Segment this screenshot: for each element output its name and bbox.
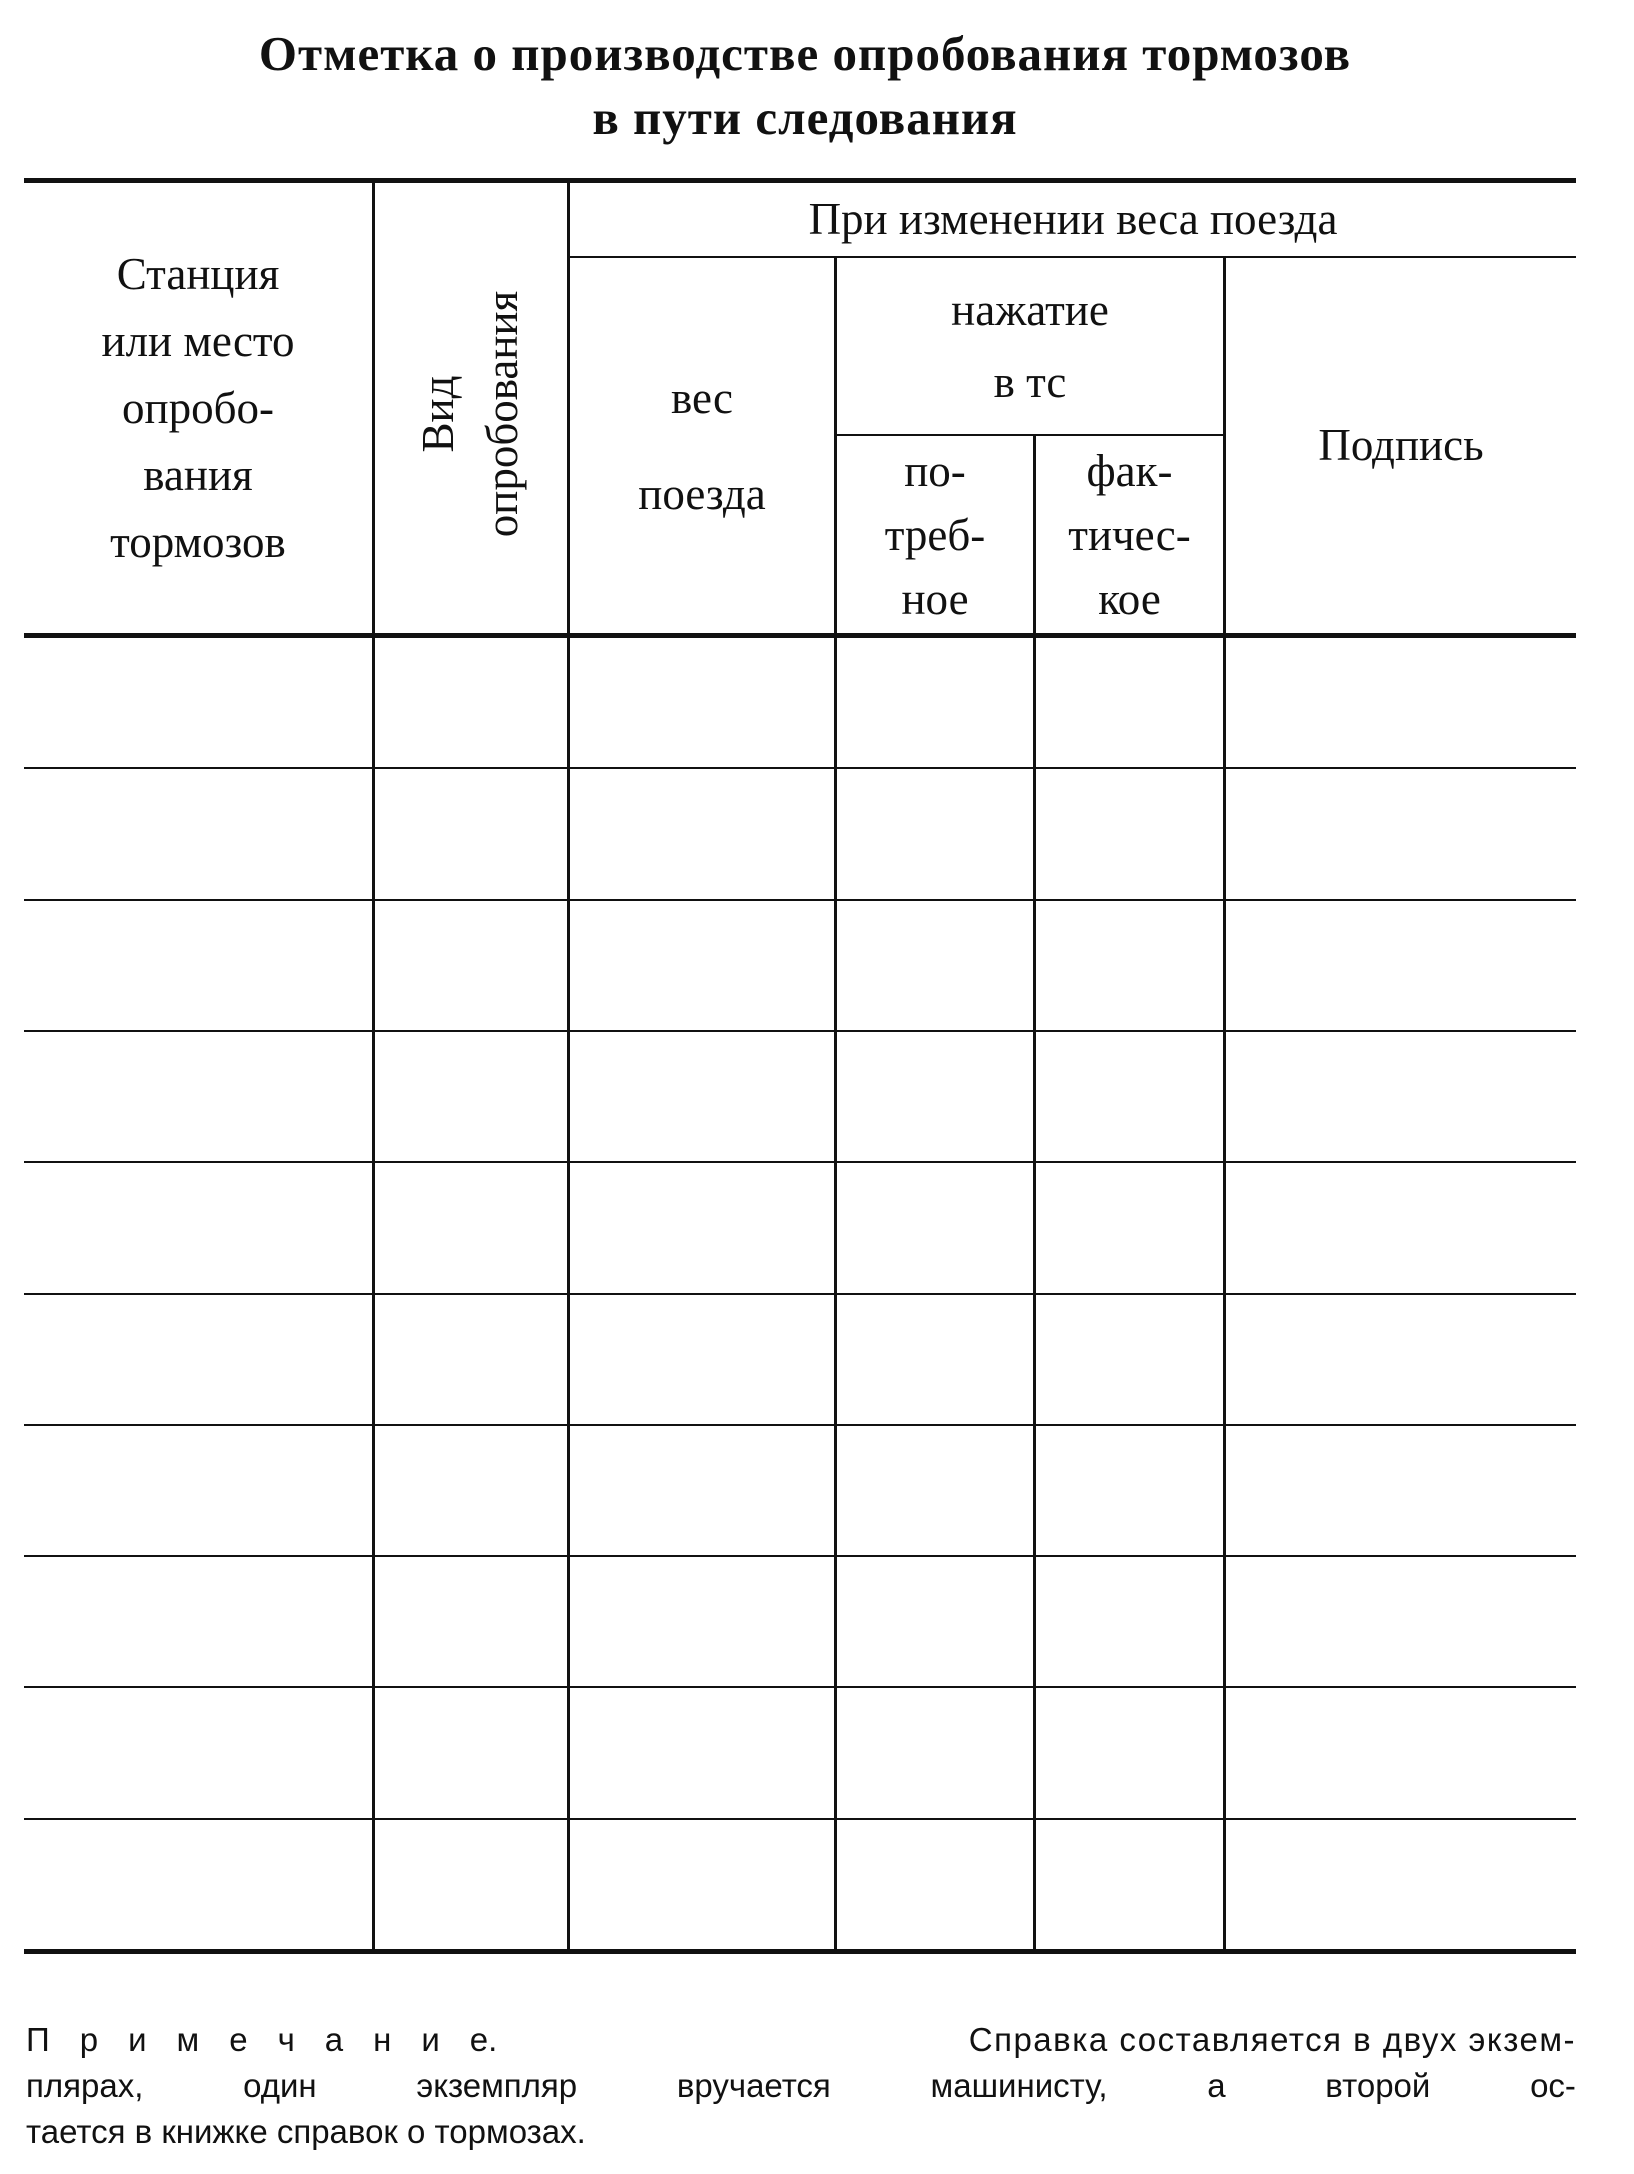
header-train-weight-line: вес (670, 372, 734, 423)
footnote-word: машинисту, (930, 2067, 1108, 2104)
header-station-line: или место (101, 315, 295, 366)
header-test-type (375, 196, 565, 632)
footnote-word: плярах, (26, 2067, 144, 2104)
header-weight-change-text: При изменении веса поезда (808, 194, 1338, 244)
row-separator (24, 899, 1576, 901)
header-station-line: тормозов (110, 516, 286, 567)
header-required-line: ное (901, 573, 969, 624)
footnote-line-3 (26, 2109, 1576, 2155)
header-actual-line: кое (1098, 573, 1161, 624)
header-station-line: вания (143, 449, 253, 500)
row-separator (24, 767, 1576, 769)
footnote-label: П р и м е ч а н и е . (26, 2021, 498, 2058)
header-bottom-rule (24, 633, 1576, 638)
footnote-text-3: тается в книжке справок о тормозах. (26, 2113, 586, 2150)
row-separator (24, 1161, 1576, 1163)
title-line-1: Отметка о производстве опробования тормозов (258, 26, 1352, 81)
header-signature (1226, 258, 1576, 633)
row-separator (24, 1818, 1576, 1820)
header-station-line: опробо- (122, 382, 274, 433)
footnote-text-1: Справка составляется в двух экзем- (968, 2021, 1576, 2058)
row-separator (24, 1555, 1576, 1557)
header-signature-text: Подпись (1318, 420, 1484, 470)
footnote-line-2 (26, 2063, 1576, 2109)
footnote-word: а (1207, 2067, 1226, 2104)
header-pressure-group (837, 258, 1223, 434)
column-divider-4 (1033, 435, 1036, 1950)
header-station (24, 183, 372, 633)
header-train-weight-line: поезда (638, 468, 766, 519)
footnote-word: второй (1325, 2067, 1431, 2104)
table-bottom-rule (24, 1949, 1576, 1954)
header-actual-line: фак- (1086, 445, 1173, 496)
footnote-word: один (243, 2067, 317, 2104)
title-line-2: в пути следования (592, 90, 1018, 145)
header-pressure-line: нажатие (951, 285, 1109, 335)
header-station-line: Станция (116, 248, 280, 299)
row-separator (24, 1293, 1576, 1295)
row-separator (24, 1686, 1576, 1688)
header-actual (1036, 436, 1223, 633)
footnote-word: экземпляр (416, 2067, 578, 2104)
header-test-type-line: Вид (413, 375, 463, 453)
footnote-line-1 (26, 2017, 1576, 2063)
row-separator (24, 1030, 1576, 1032)
header-required-line: по- (904, 445, 966, 496)
footnote (26, 2017, 1576, 2155)
header-actual-line: тичес- (1068, 509, 1191, 560)
header-weight-change-group (570, 183, 1576, 256)
header-train-weight (570, 258, 834, 633)
header-pressure-line: в тс (993, 357, 1067, 407)
footnote-word: вручается (676, 2067, 831, 2104)
header-test-type-line: опробования (477, 290, 527, 538)
header-required (837, 436, 1033, 633)
header-required-line: треб- (884, 509, 986, 560)
row-separator (24, 1424, 1576, 1426)
footnote-word: ос- (1530, 2067, 1576, 2104)
